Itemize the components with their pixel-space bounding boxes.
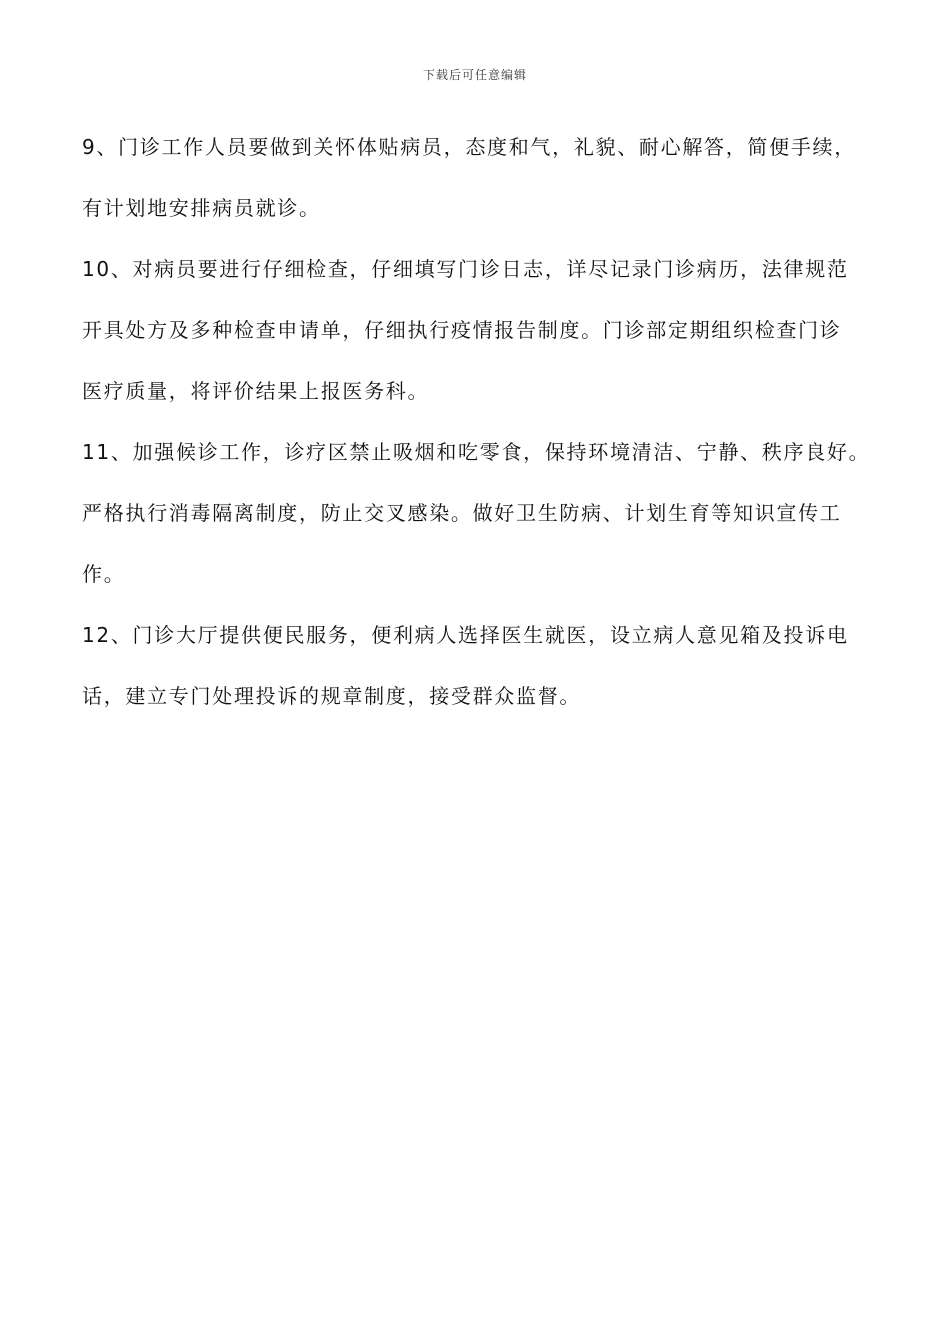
paragraph-line: 作。 <box>82 562 126 586</box>
document-body <box>82 117 882 727</box>
paragraph-line: 10、对病员要进行仔细检查，仔细填写门诊日志，详尽记录门诊病历，法律规范 <box>82 257 849 281</box>
paragraph-line: 9、门诊工作人员要做到关怀体贴病员，态度和气，礼貌、耐心解答，简便手续， <box>82 135 856 159</box>
paragraph-item-9 <box>82 117 882 239</box>
page-header: 下载后可任意编辑 <box>422 68 527 82</box>
paragraph-line: 开具处方及多种检查申请单，仔细执行疫情报告制度。门诊部定期组织检查门诊 <box>82 318 842 342</box>
paragraph-line: 有计划地安排病员就诊。 <box>82 196 321 220</box>
paragraph-line: 严格执行消毒隔离制度，防止交叉感染。做好卫生防病、计划生育等知识宣传工 <box>82 501 842 525</box>
paragraph-line: 12、门诊大厅提供便民服务，便利病人选择医生就医，设立病人意见箱及投诉电 <box>82 623 849 647</box>
paragraph-line: 11、加强候诊工作，诊疗区禁止吸烟和吃零食，保持环境清洁、宁静、秩序良好。 <box>82 440 871 464</box>
paragraph-item-11 <box>82 422 882 605</box>
paragraph-item-12 <box>82 605 882 727</box>
paragraph-line: 话，建立专门处理投诉的规章制度，接受群众监督。 <box>82 684 582 708</box>
paragraph-item-10 <box>82 239 882 422</box>
paragraph-line: 医疗质量，将评价结果上报医务科。 <box>82 379 430 403</box>
